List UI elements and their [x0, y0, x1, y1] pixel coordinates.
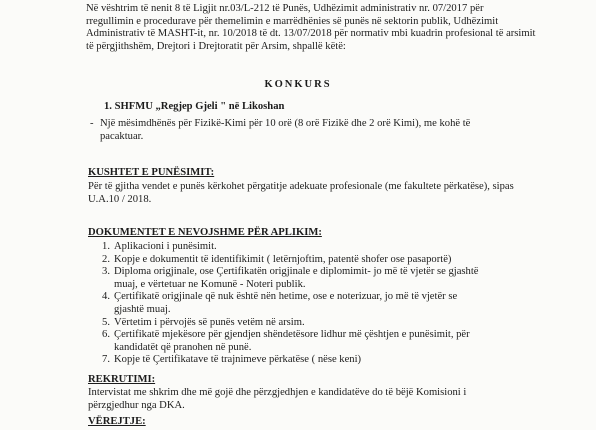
rekrutimi-line: Intervistat me shkrim dhe më gojë dhe përzgjedhjen e kandidatëve do të bëjë Komisioni i	[88, 387, 467, 398]
list-item	[88, 354, 548, 367]
school-name: 1. SHFMU „Regjep Gjeli " në Likoshan	[104, 101, 285, 112]
list-dash: -	[90, 118, 94, 129]
item-number: 2.	[102, 253, 110, 265]
documents-list	[88, 241, 548, 367]
item-line: muaj, e vërtetuar ne Komunë - Noteri publik.	[114, 278, 306, 290]
item-number: 6.	[102, 329, 110, 341]
item-line: Vërtetim i përvojës së punës vetëm në arsim.	[114, 316, 305, 328]
list-item	[88, 266, 548, 291]
item-line: kandidatët që pranohen në punë.	[114, 341, 252, 353]
intro-line: Në vështrim të nenit 8 të Ligjit nr.03/L-212 të Punës, Udhëzimit administrativ nr. 07/2017 për	[86, 3, 484, 14]
list-item	[88, 317, 548, 330]
verejtje-heading: VËREJTJE:	[88, 416, 146, 427]
dokumentet-heading: DOKUMENTET E NEVOJSHME PËR APLIKIM:	[88, 227, 322, 238]
item-line: Çertifikatë origjinale që nuk është nën hetime, ose e noterizuar, jo më të vjetër se	[114, 291, 458, 303]
intro-line: Administrativ të MASHT-it, nr. 10/2018 të dt. 13/07/2018 për normativ mbi kuadrin profesional të arsimit	[86, 28, 536, 40]
position-line: Një mësimdhënës për Fizikë-Kimi për 10 orë (8 orë Fizikë dhe 2 orë Kimi), me kohë të	[100, 118, 471, 129]
item-number: 4.	[102, 291, 110, 303]
item-line: Diploma origjinale, ose Çertifikatën origjinale e diplomimit- jo më të vjetër se gjashtë	[114, 266, 479, 278]
kushtet-paragraph	[88, 181, 548, 206]
position-line: pacaktuar.	[100, 130, 144, 142]
position-description	[90, 118, 540, 143]
kushtet-heading: KUSHTET E PUNËSIMIT:	[88, 167, 215, 178]
item-line: Kopje e dokumentit të identifikimit ( letërnjoftim, patentë shofer ose pasaportë)	[114, 253, 452, 265]
rekrutimi-line: përzgjedhur nga DKA.	[88, 399, 185, 411]
item-number: 5.	[102, 316, 110, 328]
rekrutimi-paragraph	[88, 387, 548, 412]
kushtet-line: U.A.10 / 2018.	[88, 193, 152, 205]
item-number: 1.	[102, 241, 110, 252]
item-number: 3.	[102, 266, 110, 278]
rekrutimi-heading: REKRUTIMI:	[88, 374, 156, 385]
item-line: Çertifikatë mjekësore për gjendjen shëndetësore lidhur më çështjen e punësimit, për	[114, 329, 470, 341]
intro-line: rregullimin e procedurave për themelimin e marrëdhënies së punës në sektorin publik, Udhëzimit	[86, 15, 499, 27]
list-item	[88, 329, 548, 354]
item-line: Aplikacioni i punësimit.	[114, 241, 217, 252]
kushtet-line: Për të gjitha vendet e punës kërkohet përgatitje adekuate profesionale (me fakultete përkatëse), sipas	[88, 181, 514, 192]
list-item	[88, 241, 548, 254]
list-item	[88, 254, 548, 267]
intro-line: të përgjithshëm, Drejtori i Drejtoratit për Arsim, shpallë këtë:	[86, 40, 346, 52]
list-item	[88, 291, 548, 316]
intro-paragraph	[86, 3, 554, 53]
item-number: 7.	[102, 354, 110, 366]
konkurs-title: KONKURS	[264, 79, 332, 90]
item-line: Kopje të Çertifikatave të trajnimeve përkatëse ( nëse keni)	[114, 354, 362, 366]
item-line: gjashtë muaj.	[114, 303, 171, 315]
